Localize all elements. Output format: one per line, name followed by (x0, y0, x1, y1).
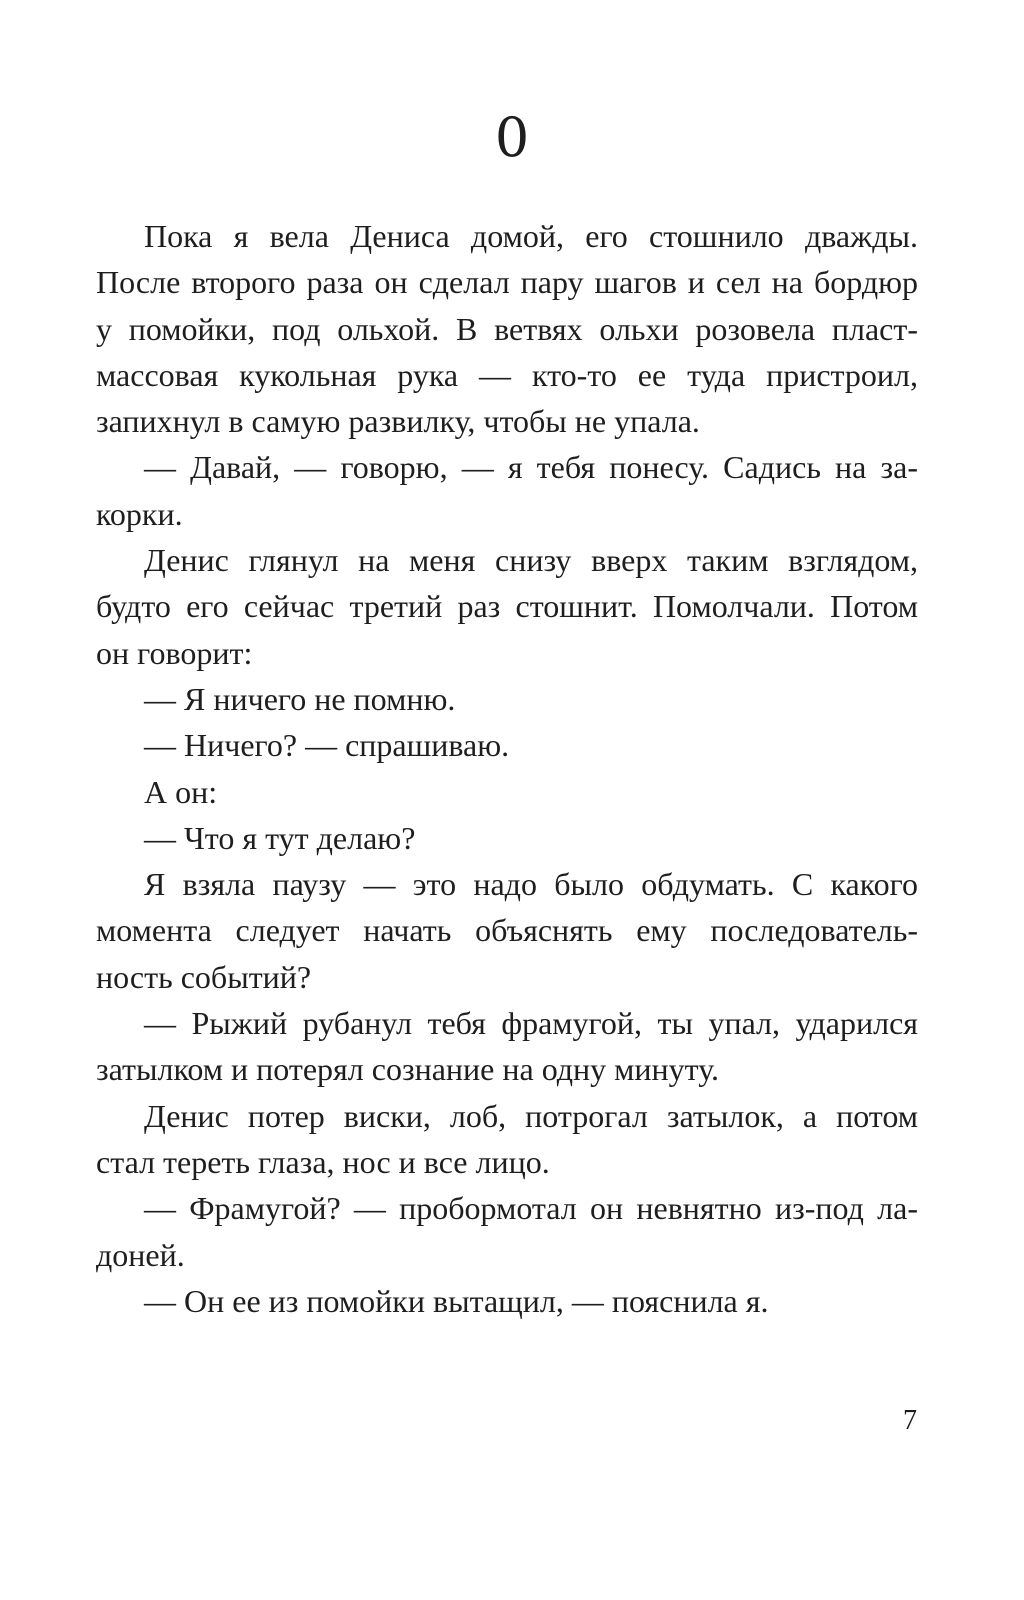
text-line: у помойки, под ольхой. В ветвях ольхи розовела пласт- (96, 310, 918, 347)
text-line: затылком и потерял сознание на одну минуту. (96, 1051, 720, 1088)
text-line: — Рыжий рубанул тебя фрамугой, ты упал, ударился (144, 1005, 918, 1042)
text-line: — Я ничего не помню. (144, 680, 456, 717)
text-line: Денис глянул на меня снизу вверх таким взглядом, (144, 542, 918, 579)
text-line: стал тереть глаза, нос и все лицо. (96, 1143, 550, 1180)
text-line: массовая кукольная рука — кто-то ее туда пристроил, (96, 356, 918, 393)
text-line: будто его сейчас третий раз стошнит. Помолчали. Потом (96, 588, 918, 625)
text-line: доней. (96, 1236, 185, 1273)
text-line: Денис потер виски, лоб, потрогал затылок, а потом (144, 1097, 918, 1134)
text-line: он говорит: (96, 634, 253, 671)
text-line: корки. (96, 495, 183, 532)
chapter-number: 0 (494, 106, 530, 169)
text-line: — Что я тут делаю? (144, 819, 416, 856)
text-line: — Он ее из помойки вытащил, — пояснила я. (144, 1282, 769, 1319)
page-number: 7 (903, 1405, 917, 1436)
text-line: А он: (144, 773, 218, 810)
body-text (96, 213, 918, 1324)
text-line: — Давай, — говорю, — я тебя понесу. Садись на за- (144, 449, 918, 486)
text-line: Пока я вела Дениса домой, его стошнило дважды. (144, 218, 918, 254)
text-line: После второго раза он сделал пару шагов и сел на бордюр (96, 264, 918, 301)
text-line: — Ничего? — спрашиваю. (144, 727, 510, 764)
text-line: запихнул в самую развилку, чтобы не упала. (96, 403, 700, 440)
text-line: — Фрамугой? — пробормотал он невнятно из-под ла- (144, 1190, 918, 1227)
text-line: момента следует начать объяснять ему последователь- (96, 912, 918, 949)
text-line: ность событий? (96, 958, 312, 995)
text-line: Я взяла паузу — это надо было обдумать. С какого (144, 866, 918, 903)
